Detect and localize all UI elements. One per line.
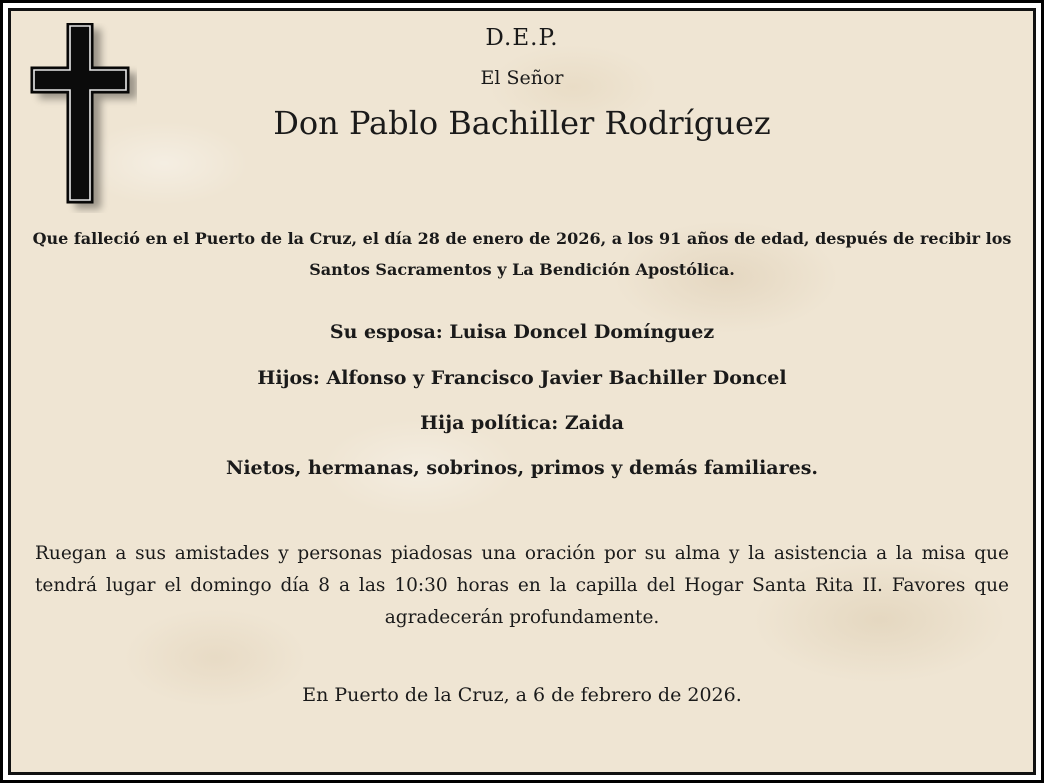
- obituary-paper: [8, 8, 1036, 775]
- deceased-name: Don Pablo Bachiller Rodríguez: [273, 104, 771, 142]
- closing-line: En Puerto de la Cruz, a 6 de febrero de 2026.: [302, 684, 742, 706]
- dep-heading: D.E.P.: [485, 25, 559, 51]
- family-spouse: Su esposa: Luisa Doncel Domínguez: [329, 321, 715, 343]
- family-others: Nietos, hermanas, sobrinos, primos y demás familiares.: [225, 457, 819, 479]
- family-children: Hijos: Alfonso y Francisco Javier Bachiller Doncel: [257, 367, 787, 389]
- prayer-request: Ruegan a sus amistades y personas piadosas una oración por su alma y la asistencia a la misa que tendrá lugar el domingo día 8 a las 10:30 horas en la capilla del Hogar Santa Rita II. Favores que agradecerán profundamente.: [35, 543, 1009, 628]
- family-in-law: Hija política: Zaida: [420, 412, 624, 434]
- death-notice: Que falleció en el Puerto de la Cruz, el día 28 de enero de 2026, a los 91 años de edad, después de recibir los Santos Sacramentos y La Bendición Apostólica.: [32, 229, 1012, 279]
- honorific: El Señor: [480, 67, 564, 89]
